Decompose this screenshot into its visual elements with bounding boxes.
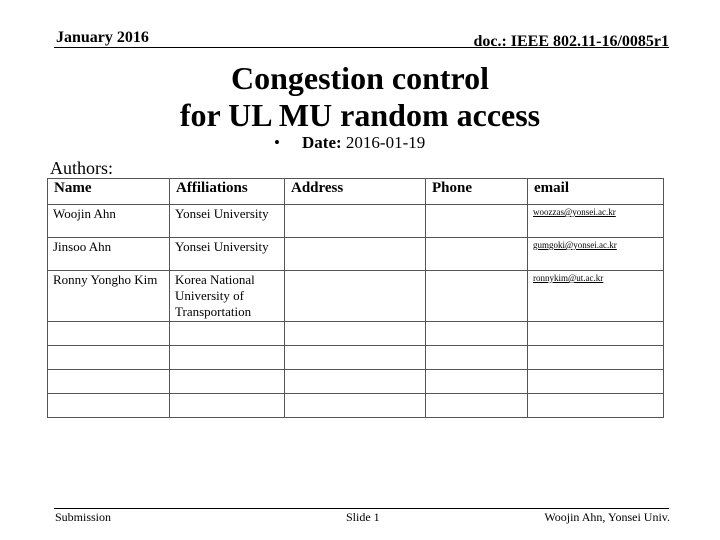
author-email-link[interactable]: ronnykim@ut.ac.kr (528, 271, 664, 322)
table-row (48, 238, 664, 271)
author-phone (426, 238, 528, 271)
column-header-affiliations: Affiliations (170, 179, 285, 205)
author-phone (426, 271, 528, 322)
column-header-email: email (528, 179, 664, 205)
empty-cell (528, 394, 664, 418)
empty-cell (285, 394, 426, 418)
empty-cell (170, 322, 285, 346)
author-affiliation: Yonsei University (170, 205, 285, 238)
empty-cell (48, 370, 170, 394)
author-address (285, 238, 426, 271)
footer-divider (54, 508, 669, 509)
empty-cell (285, 346, 426, 370)
authors-label: Authors: (50, 158, 113, 178)
empty-cell (528, 346, 664, 370)
column-header-name: Name (48, 179, 170, 205)
empty-cell (170, 346, 285, 370)
footer-author: Woojin Ahn, Yonsei Univ. (544, 510, 670, 524)
empty-cell (426, 322, 528, 346)
author-name: Woojin Ahn (48, 205, 170, 238)
empty-cell (285, 370, 426, 394)
table-row (48, 394, 664, 418)
table-row (48, 346, 664, 370)
empty-cell (48, 394, 170, 418)
empty-cell (285, 322, 426, 346)
table-row (48, 322, 664, 346)
empty-cell (528, 322, 664, 346)
empty-cell (426, 346, 528, 370)
header-doc-id: doc.: IEEE 802.11-16/0085r1 (473, 33, 669, 50)
date-value: 2016-01-19 (345, 133, 426, 152)
empty-cell (170, 370, 285, 394)
date-bullet-item (274, 133, 425, 153)
header-date: January 2016 (56, 29, 149, 46)
footer-submission: Submission (55, 510, 112, 524)
slide-title-line-1: Congestion control (230, 60, 490, 96)
empty-cell (528, 370, 664, 394)
authors-table (47, 178, 664, 418)
empty-cell (426, 370, 528, 394)
column-header-phone: Phone (426, 179, 528, 205)
empty-cell (170, 394, 285, 418)
date-label: Date: (302, 133, 342, 152)
table-row (48, 271, 664, 322)
author-address (285, 205, 426, 238)
author-affiliation: Yonsei University (170, 238, 285, 271)
author-address (285, 271, 426, 322)
table-header-row (48, 179, 664, 205)
slide-title (0, 60, 720, 134)
header-divider (54, 47, 669, 48)
column-header-address: Address (285, 179, 426, 205)
author-email-link[interactable]: woozzas@yonsei.ac.kr (528, 205, 664, 238)
author-phone (426, 205, 528, 238)
footer-slide-number: Slide 1 (346, 510, 380, 524)
author-name: Ronny Yongho Kim (48, 271, 170, 322)
empty-cell (48, 322, 170, 346)
slide-title-line-2: for UL MU random access (179, 97, 541, 133)
table-row (48, 205, 664, 238)
empty-cell (48, 346, 170, 370)
table-row (48, 370, 664, 394)
empty-cell (426, 394, 528, 418)
author-email-link[interactable]: gumgoki@yonsei.ac.kr (528, 238, 664, 271)
author-affiliation: Korea National University of Transportation (170, 271, 285, 322)
author-name: Jinsoo Ahn (48, 238, 170, 271)
bullet-icon: • (274, 133, 280, 152)
